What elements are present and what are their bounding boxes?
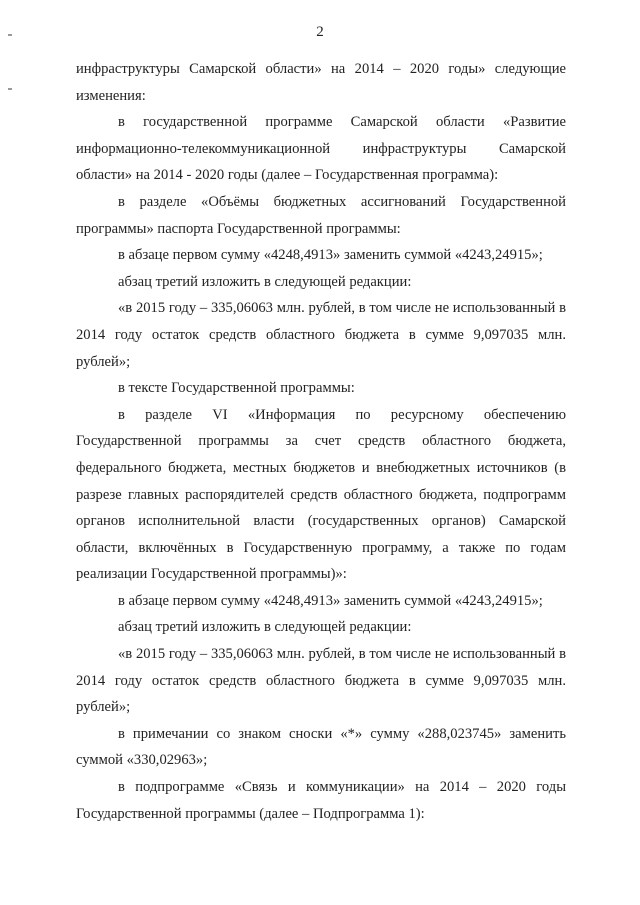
paragraph: в государственной программе Самарской области «Развитие информационно-телекоммуникационной инфраструктуры Самарской области» на 2014 - 2020 годы (далее – Государственная программа): <box>76 114 566 184</box>
paragraph: в абзаце первом сумму «4248,4913» заменить суммой «4243,24915»; <box>118 247 543 264</box>
page-number: 2 <box>316 24 324 40</box>
paragraph: абзац третий изложить в следующей редакции: <box>118 273 412 290</box>
paragraph: в разделе «Объёмы бюджетных ассигнований Государственной программы» паспорта Государственной программы: <box>76 193 566 237</box>
paragraph: в абзаце первом сумму «4248,4913» заменить суммой «4243,24915»; <box>118 592 543 609</box>
document-body <box>76 56 566 827</box>
paragraph-continuation: инфраструктуры Самарской области» на 2014 – 2020 годы» следующие изменения: <box>76 61 566 104</box>
paragraph: в тексте Государственной программы: <box>118 380 355 397</box>
paragraph: «в 2015 году – 335,06063 млн. рублей, в том числе не использованный в 2014 году остаток средств областного бюджета в сумме 9,097035 млн. рублей»; <box>76 300 566 370</box>
scan-mark <box>8 88 12 90</box>
paragraph: в разделе VI «Информация по ресурсному обеспечению Государственной программы за счет средств областного бюджета, федерального бюджета, местных бюджетов и внебюджетных источников (в разрезе главных распорядителей средств областного бюджета, подпрограмм органов исполнительной власти (государственных органов) Самарской области, включённых в Государственную программу, а также по годам реализации Государственной программы)»: <box>76 406 566 583</box>
paragraph: «в 2015 году – 335,06063 млн. рублей, в том числе не использованный в 2014 году остаток средств областного бюджета в сумме 9,097035 млн. рублей»; <box>76 646 566 716</box>
paragraph: в примечании со знаком сноски «*» сумму «288,023745» заменить суммой «330,02963»; <box>76 725 566 769</box>
paragraph: абзац третий изложить в следующей редакции: <box>118 619 412 636</box>
paragraph: в подпрограмме «Связь и коммуникации» на 2014 – 2020 годы Государственной программы (далее – Подпрограмма 1): <box>76 779 566 822</box>
